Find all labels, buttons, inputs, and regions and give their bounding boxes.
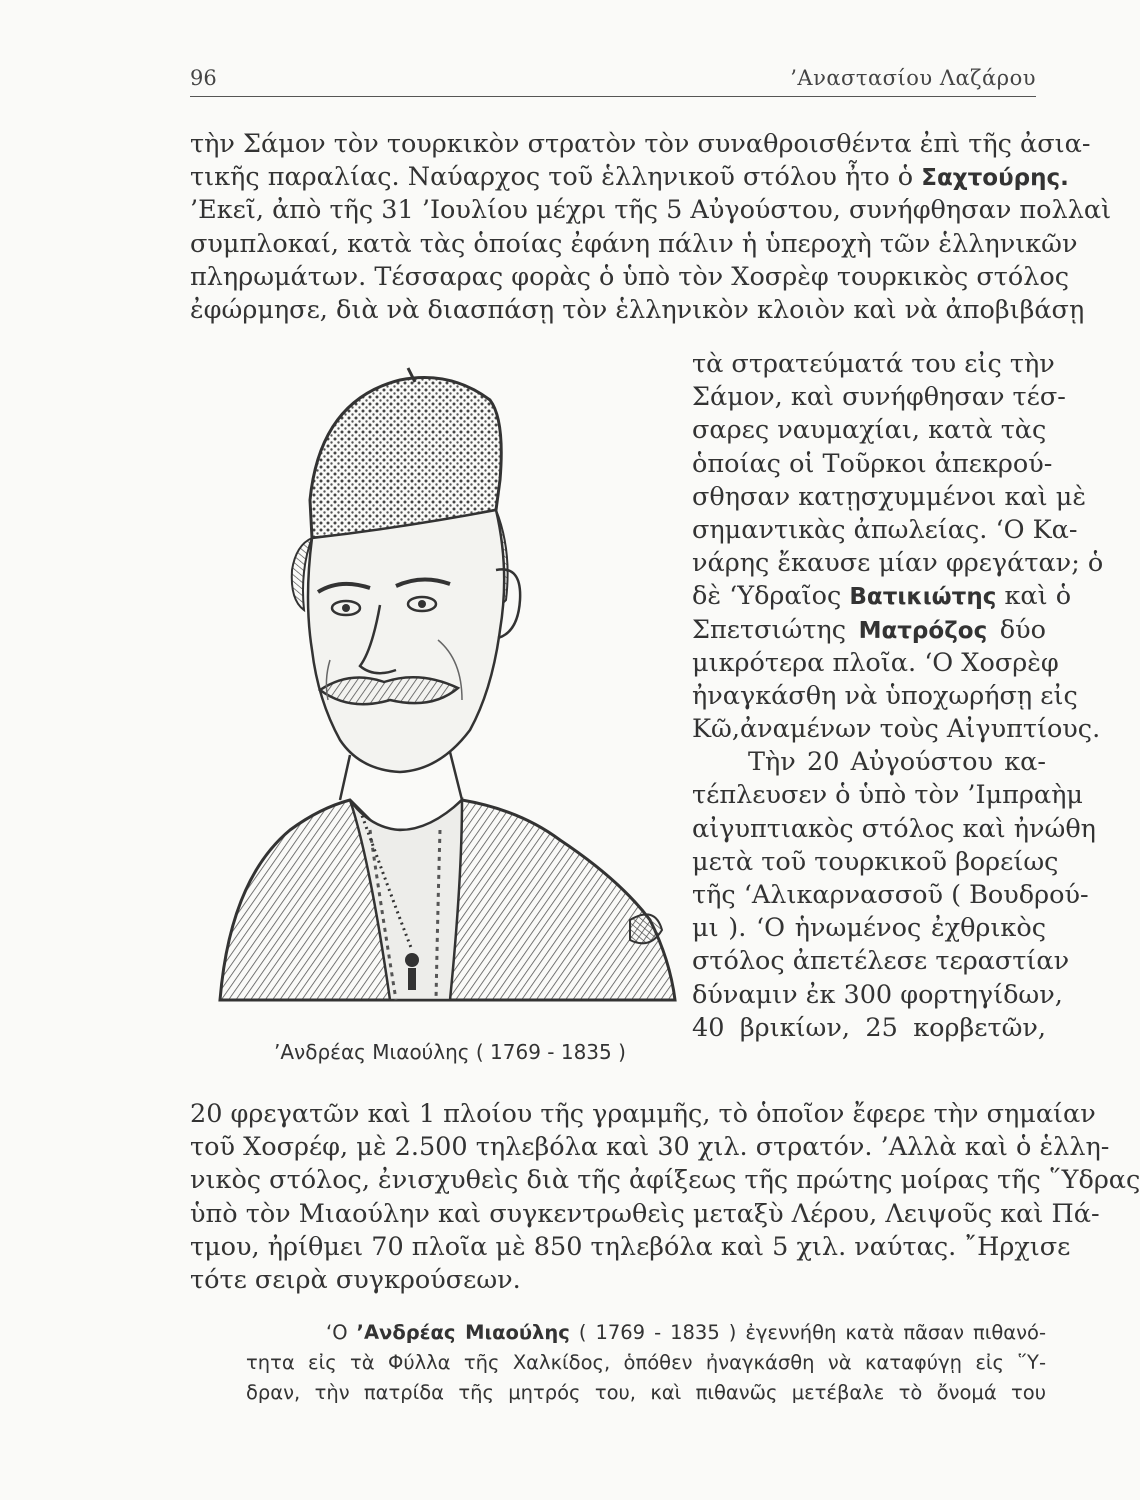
running-head [190,62,1036,97]
text-line [190,1264,1046,1297]
text-line [692,647,1059,680]
text-line-part: σημαντικὰς ἀπωλείας. ‘Ο Κα- [692,514,1078,545]
text-line-part: καὶ ὁ [996,581,1072,612]
text-line-part: ’Εκεῖ, ἀπὸ τῆς 31 ’Ιουλίου μέχρι τῆς 5 Αὐγούστου, συνήφθησαν πολλαὶ [190,195,1112,226]
paragraph-top [190,128,1112,327]
text-line-part: αἰγυπτιακὸς στόλος καὶ ἠνώθη [692,813,1096,844]
text-line-part: ὑπὸ τὸν Μιαούλην καὶ συγκεντρωθεὶς μεταξὺ Λέρου, Λειψοῦς καὶ Πά- [190,1198,1100,1229]
text-line [190,1231,1071,1264]
text-line [692,381,1066,414]
text-line [190,194,1112,227]
text-line [190,1164,1140,1197]
text-line-part: τότε σειρὰ συγκρούσεων. [190,1264,521,1295]
text-line-part: πληρωμάτων. Τέσσαρας φορὰς ὁ ὑπὸ τὸν Χοσρὲφ τουρκικὸς στόλος [190,261,1070,292]
text-line-part: Κῶ,ἀναμένων τοὺς Αἰγυπτίους. [692,714,1101,745]
text-line [692,879,1089,912]
footnote-line-2: τητα εἰς τὰ Φύλλα τῆς Χαλκίδος, ὁπόθεν ἠναγκάσθη νὰ καταφύγῃ εἰς ῞Υ- [246,1351,1046,1374]
text-line-part: ἠναγκάσθη νὰ ὑποχωρήσῃ εἰς [692,680,1078,711]
text-line [692,680,1078,713]
text-line [692,1012,1046,1045]
text-line [692,481,1087,514]
text-line [692,779,1083,812]
footnote [246,1318,1046,1408]
text-line [692,514,1078,547]
text-line-part: Σάμον, καὶ συνήφθησαν τέσ- [692,382,1066,413]
text-line [190,161,1069,194]
text-line-part: δύο [987,614,1047,645]
text-line-part: τμου, ἠρίθμει 70 πλοῖα μὲ 850 τηλεβόλα καὶ 5 χιλ. ναύτας. ῎Ηρχισε [190,1231,1071,1262]
text-line-part: μικρότερα πλοῖα. ‘Ο Χοσρὲφ [692,647,1059,678]
bold-name: Ματρόζος [858,617,988,644]
portrait-illustration-icon [200,360,680,1030]
text-line-part: 20 φρεγατῶν καὶ 1 πλοίου τῆς γραμμῆς, τὸ ὁποῖον ἔφερε τὴν σημαίαν [190,1099,1096,1129]
text-line [190,1131,1110,1164]
text-line [190,128,1091,161]
text-line-part: τέπλευσεν ὁ ὑπὸ τὸν ’Ιμπραὴμ [692,780,1083,811]
text-line [190,1098,1096,1131]
footnote-prefix: ‘Ο [326,1321,357,1344]
paragraph-bottom [190,1098,1140,1297]
page-number: 96 [190,66,217,90]
text-line [692,746,1046,779]
text-line-part: σαρες ναυμαχίαι, κατὰ τὰς [692,415,1047,446]
text-line-part: νικὸς στόλος, ἐνισχυθεὶς διὰ τῆς ἀφίξεως τῆς πρώτης μοίρας τῆς ῞Υδρας [190,1165,1140,1196]
text-line [692,979,1063,1012]
text-line-part: δὲ ‘Υδραῖος [692,581,850,612]
text-line-part: τὰ στρατεύματά του εἰς τὴν [692,349,1055,379]
text-line-part: τοῦ Χοσρέφ, μὲ 2.500 τηλεβόλα καὶ 30 χιλ. στρατόν. ’Αλλὰ καὶ ὁ ἑλλη- [190,1132,1110,1163]
text-line-part: νάρης ἔκαυσε μίαν φρεγάταν; ὁ [692,548,1104,579]
text-line [190,1198,1100,1231]
text-line [692,448,1053,481]
text-line-part: Σπετσιώτης [692,614,859,645]
text-line-part: τικῆς παραλίας. Ναύαρχος τοῦ ἑλληνικοῦ στόλου ἦτο ὁ [190,162,922,193]
text-line-part: Τὴν 20 Αὐγούστου κα- [748,747,1046,778]
text-line-part: δύναμιν ἐκ 300 φορτηγίδων, [692,979,1063,1010]
running-head-author: ’Αναστασίου Λαζάρου [790,66,1036,90]
text-line [190,228,1078,261]
text-line-part: μετὰ τοῦ τουρκικοῦ βορείως [692,846,1059,877]
text-line [692,580,1072,613]
text-line-part: στόλος ἀπετέλεσε τεραστίαν [692,946,1070,977]
text-line [190,261,1070,294]
paragraph-beside-portrait [692,348,1104,1045]
footnote-line-1 [246,1318,1046,1348]
text-line [692,547,1104,580]
text-line-part: ὁποίας οἱ Τοῦρκοι ἀπεκρού- [692,448,1053,479]
text-line [692,713,1101,746]
text-line [692,348,1055,381]
text-line-part: μι ). ‘Ο ἡνωμένος ἐχθρικὸς [692,913,1046,944]
text-line [190,294,1085,327]
text-line [692,414,1046,447]
text-line-part: 40 βρικίων, 25 κορβετῶν, [692,1012,1046,1043]
footnote-line-3: δραν, τὴν πατρίδα τῆς μητρός του, καὶ πιθανῶς μετέβαλε τὸ ὄνομά του [246,1381,1046,1404]
text-line [692,912,1046,945]
text-line [692,614,1046,647]
text-line [692,846,1059,879]
bold-name: Βατικιώτης [849,584,997,611]
portrait-engraving [200,360,680,1030]
bold-name: Σαχτούρης. [921,165,1069,192]
text-line [692,945,1070,978]
footnote-line-1-rest: ( 1769 - 1835 ) ἐγεννήθη κατὰ πᾶσαν πιθανό- [569,1321,1047,1344]
text-line-part: τῆς ‘Αλικαρνασσοῦ ( Βουδρού- [692,880,1089,910]
text-line-part: ἐφώρμησε, διὰ νὰ διασπάσῃ τὸν ἑλληνικὸν κλοιὸν καὶ νὰ ἀποβιβάσῃ [190,294,1085,325]
text-line-part: συμπλοκαί, κατὰ τὰς ὁποίας ἐφάνη πάλιν ἡ ὑπεροχὴ τῶν ἑλληνικῶν [190,228,1078,259]
text-line-part: τὴν Σάμον τὸν τουρκικὸν στρατὸν τὸν συναθροισθέντα ἐπὶ τῆς ἀσια- [190,129,1091,159]
text-line [692,813,1096,846]
portrait-caption: ’Ανδρέας Μιαούλης ( 1769 - 1835 ) [274,1040,626,1064]
footnote-name: ’Ανδρέας Μιαούλης [356,1321,570,1344]
text-line-part: σθησαν κατῃσχυμμένοι καὶ μὲ [692,481,1087,512]
